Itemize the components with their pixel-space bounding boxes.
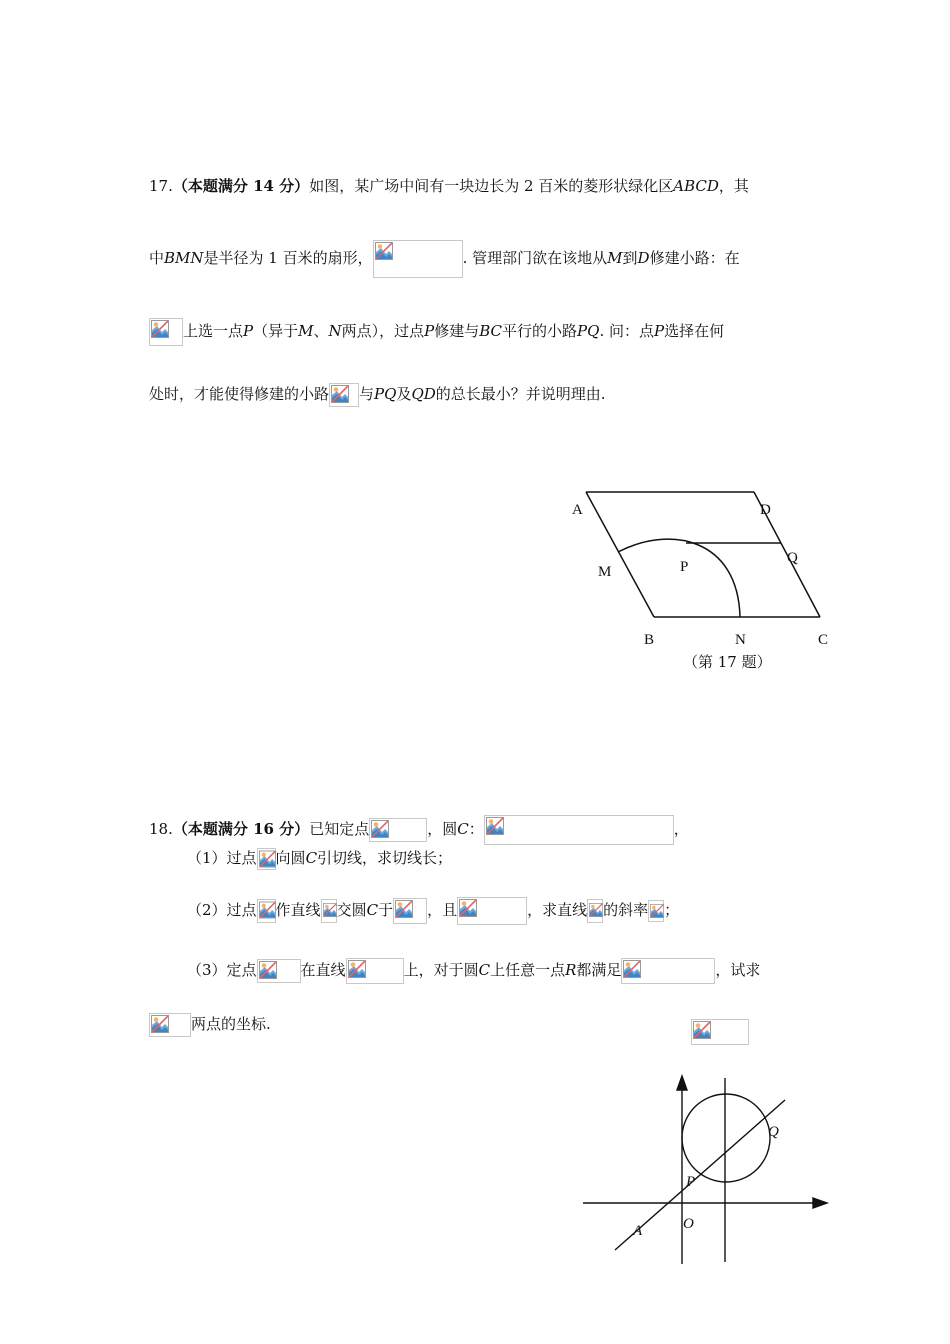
broken-image-icon (329, 383, 359, 407)
broken-image-icon (149, 1013, 191, 1037)
q17-figure-caption: （第 17 题） (683, 653, 772, 671)
q18-score: （本题满分 16 分） (172, 820, 310, 838)
q18-part-3: （3）定点 在直线 上，对于圆C上任意一点R都满足 ，试求 (187, 958, 760, 984)
label-o: O (683, 1216, 694, 1232)
label-p: P (686, 1174, 696, 1190)
broken-image-icon (321, 899, 337, 923)
y-axis-arrow (677, 1076, 687, 1090)
broken-image-icon (373, 240, 463, 278)
label-d: D (760, 502, 771, 518)
arc-mn (618, 539, 740, 617)
q17-line-3: 上选一点P（异于M、N两点），过点P修建与BC平行的小路PQ. 问：点P选择在何 (149, 318, 724, 346)
q17-figure-rhombus (560, 480, 840, 680)
label-b: B (644, 632, 655, 648)
x-axis-arrow (813, 1198, 827, 1208)
q17-line-2: 中BMN是半径为 1 百米的扇形， . 管理部门欲在该地从M到D修建小路：在 (149, 240, 740, 278)
q18-line-4: 两点的坐标. (149, 1013, 271, 1037)
label-c: C (818, 632, 829, 648)
broken-image-icon (149, 318, 183, 346)
q18-part-1: （1）过点 向圆C引切线，求切线长； (187, 848, 452, 870)
label-m: M (598, 564, 612, 580)
q18-number: 18. (149, 820, 173, 838)
label-q: Q (787, 550, 798, 566)
label-q: Q (768, 1124, 779, 1140)
label-n: N (735, 632, 746, 648)
q17-score: （本题满分 14 分） (172, 177, 310, 195)
segment-ab (586, 492, 654, 617)
broken-image-icon (257, 959, 301, 983)
label-a: A (572, 502, 583, 518)
q18-part-2: （2）过点 作直线 交圆C于 ，且 ，求直线 的斜率 ； (187, 897, 679, 925)
broken-image-icon (369, 818, 427, 842)
broken-image-icon (648, 900, 664, 922)
q18-figure-circle (575, 1070, 835, 1270)
broken-image-icon (484, 815, 674, 845)
broken-image-icon (621, 958, 715, 984)
q17-line-4: 处时，才能使得修建的小路 与PQ及QD的总长最小？并说明理由. (149, 383, 606, 407)
broken-image-icon (691, 1019, 749, 1045)
label-p: P (680, 559, 689, 575)
circle-c (682, 1094, 770, 1182)
q17-line-1: 17.（本题满分 14 分）如图，某广场中间有一块边长为 2 百米的菱形状绿化区ABCD，其 (149, 177, 749, 195)
broken-image-icon (257, 848, 276, 870)
broken-image-icon (346, 958, 404, 984)
q17-number: 17. (149, 177, 173, 195)
broken-image-icon (393, 898, 427, 924)
q18-line-1: 18.（本题满分 16 分）已知定点 ，圆C： ， (149, 815, 689, 845)
label-a: A (633, 1223, 643, 1239)
broken-image-icon (457, 897, 527, 925)
broken-image-icon (587, 899, 603, 923)
broken-image-icon (257, 899, 276, 923)
